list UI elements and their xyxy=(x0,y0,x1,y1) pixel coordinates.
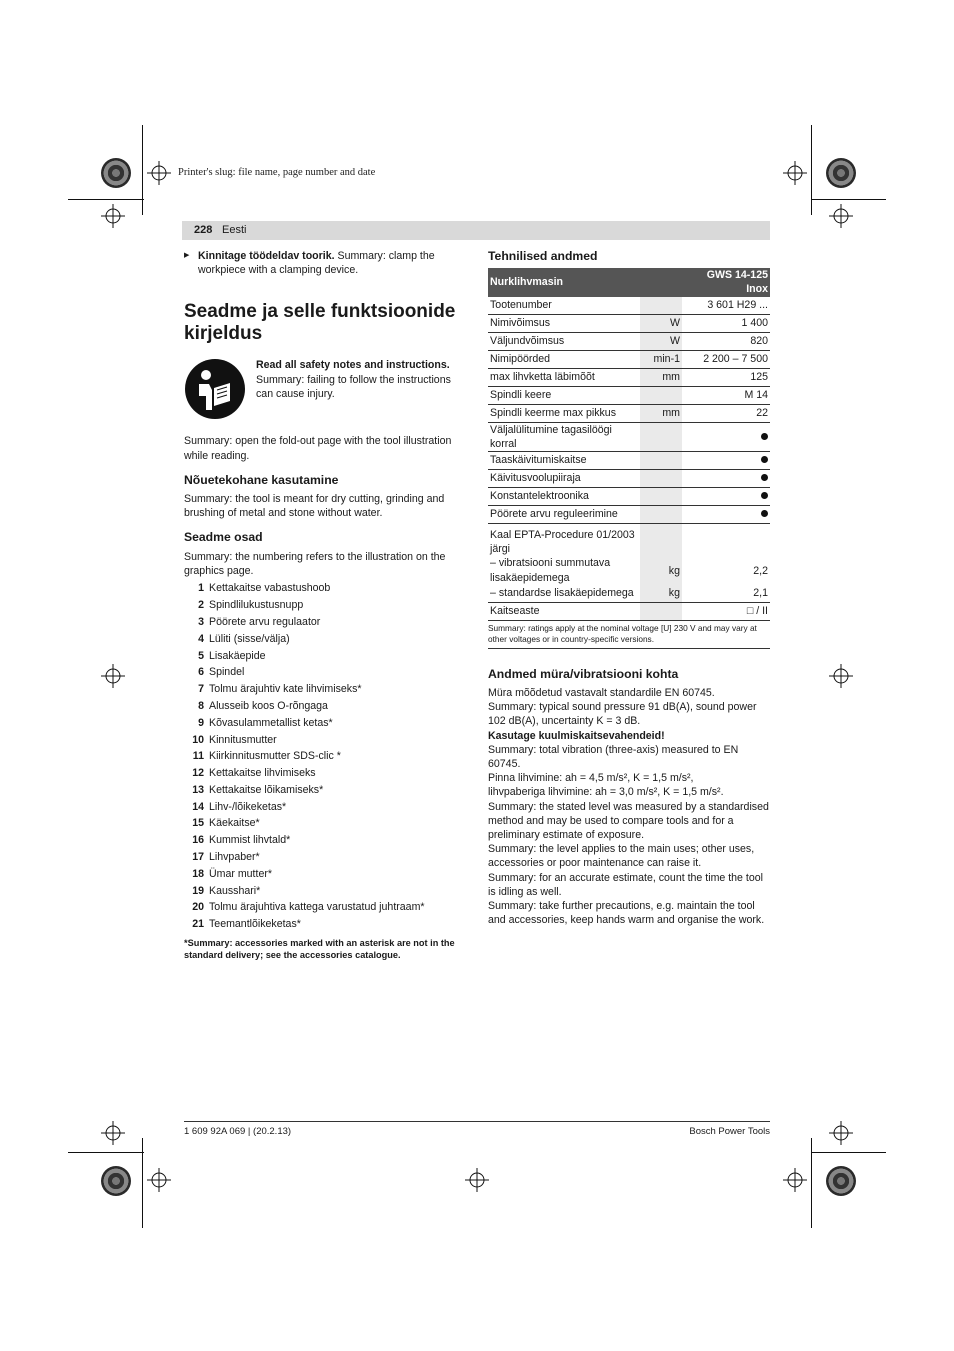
spec-label: Spindli keerme max pikkus xyxy=(488,404,640,422)
part-item xyxy=(184,664,466,681)
vibration-estimate: Summary: for an accurate estimate, count the time the tool is idling as well. xyxy=(488,871,763,898)
spec-row xyxy=(488,297,770,315)
spec-value: 2 200 – 7 500 xyxy=(682,350,770,368)
spec-row xyxy=(488,506,770,524)
part-item xyxy=(184,832,466,849)
parts-intro: Summary: the numbering refers to the illustration on the graphics page. xyxy=(184,550,446,577)
crop-mark xyxy=(68,1152,144,1153)
registration-mark xyxy=(783,161,807,185)
part-number: 7 xyxy=(198,683,204,696)
color-rosette-mark xyxy=(101,1166,131,1196)
table-head-model: GWS 14-125 Inox xyxy=(682,268,770,296)
feature-present-dot xyxy=(761,433,768,440)
weight-label: Kaal EPTA-Procedure 01/2003 järgi xyxy=(490,529,635,556)
spec-unit xyxy=(640,422,682,451)
spec-label: Pöörete arvu reguleerimine xyxy=(488,506,640,524)
section-title: Seadme ja selle funktsioonide kirjeldus xyxy=(184,301,456,345)
spec-label: Väljalülitumine tagasilöögi korral xyxy=(488,422,640,451)
part-item xyxy=(184,714,466,731)
protection-value: □ / II xyxy=(682,602,770,620)
part-number: 6 xyxy=(198,666,204,679)
part-label: Spindel xyxy=(209,666,245,679)
part-label: Kettakaitse vabastushoob xyxy=(209,582,331,595)
part-number: 10 xyxy=(192,733,204,746)
part-item xyxy=(184,882,466,899)
spec-label: Tootenumber xyxy=(488,297,640,315)
spec-value: 125 xyxy=(682,368,770,386)
part-label: Käekaitse* xyxy=(209,817,260,830)
spec-row xyxy=(488,386,770,404)
part-item xyxy=(184,580,466,597)
spec-unit: kg xyxy=(640,585,682,603)
spec-unit: W xyxy=(640,314,682,332)
vibration-text: Summary: total vibration (three-axis) measured to EN 60745. xyxy=(488,743,739,771)
spec-value: M 14 xyxy=(682,386,770,404)
parts-footnote: *Summary: accessories marked with an asterisk are not in the standard delivery; see the accessories catalogue. xyxy=(184,937,455,960)
spec-row xyxy=(488,470,770,488)
spec-value: 820 xyxy=(682,332,770,350)
intended-use-heading: Nõuetekohane kasutamine xyxy=(184,472,339,487)
table-head-label: Nurklihvmasin xyxy=(488,268,682,296)
language-label: Eesti xyxy=(222,224,247,236)
part-number: 9 xyxy=(198,716,204,729)
part-label: Pöörete arvu regulaator xyxy=(209,615,321,628)
part-number: 20 xyxy=(192,901,204,914)
part-label: Kettakaitse lihvimiseks xyxy=(209,767,316,780)
part-item xyxy=(184,765,466,782)
part-item xyxy=(184,815,466,832)
part-item xyxy=(184,681,466,698)
spec-label: Konstantelektroonika xyxy=(488,488,640,506)
spec-row xyxy=(488,404,770,422)
part-label: Kõvasulammetallist ketas* xyxy=(209,716,333,729)
feature-present-dot xyxy=(761,510,768,517)
brand-footer: Bosch Power Tools xyxy=(689,1126,770,1137)
color-rosette-mark xyxy=(826,1166,856,1196)
noise-values: Summary: typical sound pressure 91 dB(A), sound power 102 dB(A), uncertainty K = 3 dB. xyxy=(488,701,757,728)
left-column xyxy=(184,249,466,961)
spec-row xyxy=(488,368,770,386)
part-label: Kausshari* xyxy=(209,884,261,897)
spec-label: Nimivõimsus xyxy=(488,314,640,332)
part-item xyxy=(184,630,466,647)
part-item xyxy=(184,916,466,933)
spec-label: – standardse lisakäepidemega xyxy=(488,585,640,603)
spec-label: max lihvketta läbimõõt xyxy=(488,368,640,386)
parts-list xyxy=(184,580,466,933)
part-item xyxy=(184,849,466,866)
part-number: 18 xyxy=(192,867,204,880)
part-number: 21 xyxy=(192,918,204,931)
part-label: Lihv-/lõikeketas* xyxy=(209,800,287,813)
spec-row xyxy=(488,585,770,603)
part-item xyxy=(184,782,466,799)
registration-mark xyxy=(465,1168,489,1192)
part-item xyxy=(184,698,466,715)
spec-value xyxy=(682,470,770,488)
spec-unit xyxy=(640,488,682,506)
registration-mark xyxy=(101,664,125,688)
table-note: Summary: ratings apply at the nominal voltage [U] 230 V and may vary at other voltages or in country-specific versions. xyxy=(488,623,770,649)
spec-row xyxy=(488,314,770,332)
registration-mark xyxy=(829,1121,853,1145)
print-slug: Printer's slug: file name, page number and date xyxy=(178,167,376,178)
spec-label: Spindli keere xyxy=(488,386,640,404)
part-number: 13 xyxy=(192,783,204,796)
part-number: 14 xyxy=(192,800,204,813)
spec-value: 2,1 xyxy=(682,585,770,603)
spec-unit: W xyxy=(640,332,682,350)
spec-row xyxy=(488,602,770,620)
color-rosette-mark xyxy=(101,158,131,188)
noise-heading: Andmed müra/vibratsiooni kohta xyxy=(488,666,679,681)
part-label: Lisakäepide xyxy=(209,649,266,662)
spec-value xyxy=(682,452,770,470)
part-label: Lüliti (sisse/välja) xyxy=(209,632,290,645)
part-item xyxy=(184,647,466,664)
spec-label: Nimipöörded xyxy=(488,350,640,368)
color-rosette-mark xyxy=(826,158,856,188)
part-number: 17 xyxy=(192,851,204,864)
part-number: 3 xyxy=(198,615,204,628)
part-item xyxy=(184,899,466,916)
right-column xyxy=(488,249,770,927)
spec-row xyxy=(488,332,770,350)
spec-label: – vibratsiooni summutava lisakäepidemega xyxy=(490,557,611,584)
spec-unit xyxy=(640,386,682,404)
spec-value xyxy=(682,506,770,524)
spec-label: Käivitusvoolupiiraja xyxy=(488,470,640,488)
registration-mark xyxy=(829,664,853,688)
part-item xyxy=(184,597,466,614)
hearing-protection-note: Kasutage kuulmiskaitsevahendeid! xyxy=(488,729,665,742)
spec-row xyxy=(488,350,770,368)
part-label: Teemantlõikeketas* xyxy=(209,918,301,931)
vibration-sanding: lihvpaberiga lihvimine: ah = 3,0 m/s², K = 1,5 m/s². xyxy=(488,786,724,799)
part-label: Kettakaitse lõikamiseks* xyxy=(209,783,324,796)
part-label: Kiirkinnitusmutter SDS-clic * xyxy=(209,750,341,763)
part-item xyxy=(184,748,466,765)
parts-heading: Seadme osad xyxy=(184,530,263,545)
part-label: Tolmu ärajuhtiva kattega varustatud juhtraam* xyxy=(209,901,425,914)
crop-mark xyxy=(811,125,812,215)
part-number: 16 xyxy=(192,834,204,847)
spec-value: 2,2 xyxy=(753,564,768,577)
spec-table-header xyxy=(488,268,770,296)
spec-value: 3 601 H29 ... xyxy=(682,297,770,315)
part-label: Tolmu ärajuhtiv kate lihvimiseks* xyxy=(209,683,362,696)
part-number: 19 xyxy=(192,884,204,897)
registration-mark xyxy=(783,1168,807,1192)
part-item xyxy=(184,798,466,815)
document-number: 1 609 92A 069 | (20.2.13) xyxy=(184,1126,292,1137)
crop-mark xyxy=(811,199,886,200)
spec-row xyxy=(488,452,770,470)
spec-unit: mm xyxy=(640,404,682,422)
registration-mark xyxy=(101,1121,125,1145)
part-label: Kinnitusmutter xyxy=(209,733,277,746)
vibration-comparison: Summary: the stated level was measured by a standardised method and may be used to compare tools and for a preliminary estimate of exposure. xyxy=(488,800,769,842)
spec-row xyxy=(488,524,770,557)
spec-unit: min-1 xyxy=(640,350,682,368)
part-number: 4 xyxy=(198,632,204,645)
part-label: Kummist lihvtald* xyxy=(209,834,291,847)
vibration-surface: Pinna lihvimine: ah = 4,5 m/s², K = 1,5 m/s², xyxy=(488,772,694,785)
page-footer xyxy=(184,1121,770,1137)
part-label: Spindlilukustusnupp xyxy=(209,599,304,612)
spec-label: Väljundvõimsus xyxy=(488,332,640,350)
spec-value xyxy=(682,422,770,451)
part-item xyxy=(184,866,466,883)
part-label: Lihvpaber* xyxy=(209,851,260,864)
crop-mark xyxy=(811,1152,886,1153)
feature-present-dot xyxy=(761,492,768,499)
part-item xyxy=(184,731,466,748)
spec-value: 1 400 xyxy=(682,314,770,332)
foldout-instruction: Summary: open the fold-out page with the tool illustration while reading. xyxy=(184,435,452,462)
intended-use-text: Summary: the tool is meant for dry cutting, grinding and brushing of metal and stone without water. xyxy=(184,493,445,520)
vibration-applications: Summary: the level applies to the main uses; other uses, accessories or poor maintenance can raise it. xyxy=(488,843,755,870)
read-manual-icon xyxy=(184,358,246,420)
protection-label: Kaitseaste xyxy=(488,602,640,620)
part-number: 5 xyxy=(198,649,204,662)
spec-row xyxy=(488,488,770,506)
vibration-measures: Summary: take further precautions, e.g. maintain the tool and accessories, keep hands warm and organise the work. xyxy=(488,900,765,927)
page-number: 228 xyxy=(194,224,213,236)
part-number: 1 xyxy=(198,582,204,595)
part-number: 15 xyxy=(192,817,204,830)
part-label: Ümar mutter* xyxy=(209,867,272,880)
tech-data-heading: Tehnilised andmed xyxy=(488,249,598,263)
safety-note: Read all safety notes and instructions. Summary: failing to follow the instructions can cause injury. xyxy=(256,359,451,400)
workpiece-instruction: ▶ Kinnitage töödeldav toorik. Summary: clamp the workpiece with a clamping device. xyxy=(184,249,466,277)
feature-present-dot xyxy=(761,456,768,463)
spec-value: 22 xyxy=(682,404,770,422)
spec-row xyxy=(488,556,770,584)
part-number: 2 xyxy=(198,599,204,612)
crop-mark xyxy=(142,125,143,215)
part-item xyxy=(184,614,466,631)
feature-present-dot xyxy=(761,474,768,481)
spec-table xyxy=(488,268,770,621)
crop-mark xyxy=(68,199,144,200)
part-number: 8 xyxy=(198,699,204,712)
spec-unit xyxy=(640,452,682,470)
part-label: Alusseib koos O-rõngaga xyxy=(209,699,328,712)
registration-mark xyxy=(147,1168,171,1192)
spec-unit xyxy=(640,297,682,315)
spec-value xyxy=(682,488,770,506)
part-number: 12 xyxy=(192,767,204,780)
spec-label: Taaskäivitumiskaitse xyxy=(488,452,640,470)
spec-unit xyxy=(640,506,682,524)
spec-row xyxy=(488,422,770,451)
noise-standard: Müra mõõdetud vastavalt standardile EN 60745. xyxy=(488,687,715,700)
page-header xyxy=(182,221,770,240)
registration-mark xyxy=(829,204,853,228)
spec-unit xyxy=(640,470,682,488)
spec-unit: kg xyxy=(640,556,682,584)
registration-mark xyxy=(147,161,171,185)
spec-unit: mm xyxy=(640,368,682,386)
part-number: 11 xyxy=(192,750,204,763)
registration-mark xyxy=(101,204,125,228)
